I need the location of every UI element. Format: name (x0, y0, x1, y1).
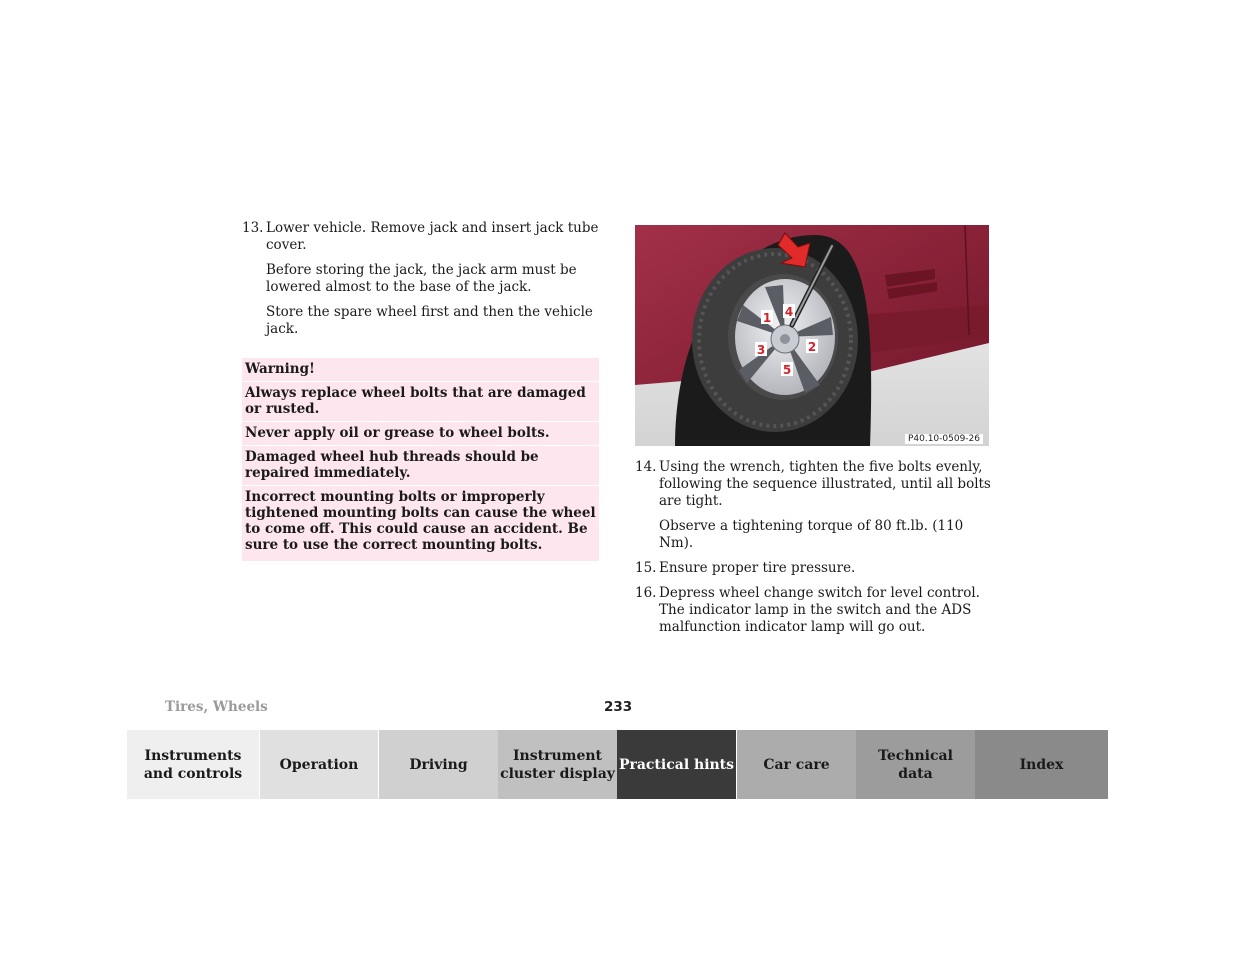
paragraph: Before storing the jack, the jack arm must be lowered almost to the base of the jack. (266, 262, 577, 295)
warning-box (242, 358, 599, 561)
tab-label: Driving (409, 756, 468, 773)
step-text: Using the wrench, tighten the five bolts evenly, following the sequence illustrated, until all bolts are tight. (659, 459, 991, 509)
wheel-drawing (635, 225, 989, 446)
tab-label: Instruments and controls (143, 747, 243, 782)
figure-code: P40.10-0509-26 (905, 434, 983, 444)
callout-1-label: 1 (762, 311, 772, 325)
tab-index[interactable] (975, 730, 1108, 799)
chapter-nav (127, 730, 1108, 799)
tab-driving[interactable] (378, 730, 498, 799)
tab-instrument-cluster-display[interactable] (498, 730, 617, 799)
paragraph: Observe a tightening torque of 80 ft.lb. (110 Nm). (659, 518, 964, 551)
tab-label: Index (1019, 756, 1064, 773)
tab-label: Instrument cluster display (500, 747, 615, 782)
warning-item: Never apply oil or grease to wheel bolts. (242, 422, 599, 446)
step-number: 13. (242, 220, 264, 236)
tab-label: Operation (279, 756, 359, 773)
step-number: 15. (635, 560, 657, 576)
step-14 (635, 459, 995, 510)
tab-practical-hints[interactable] (617, 730, 736, 799)
step-number: 16. (635, 585, 657, 601)
step-number: 14. (635, 459, 657, 475)
page-number: 233 (604, 699, 633, 715)
callout-3-label: 3 (756, 343, 766, 357)
step-13 (242, 220, 602, 254)
callout-5-label: 5 (782, 363, 792, 377)
paragraph: Store the spare wheel first and then the vehicle jack. (266, 304, 593, 337)
step-16 (635, 585, 995, 636)
warning-title: Warning! (242, 358, 599, 382)
callout-4-label: 4 (784, 305, 794, 319)
tab-car-care[interactable] (736, 730, 856, 799)
left-column (242, 220, 602, 561)
warning-item: Incorrect mounting bolts or improperly tightened mounting bolts can cause the wheel to come off. This could cause an accident. Be sure to use the correct mounting bolts. (245, 489, 596, 553)
warning-item: Always replace wheel bolts that are damaged or rusted. (242, 382, 599, 422)
step-text: Lower vehicle. Remove jack and insert jack tube cover. (266, 220, 599, 253)
section-title: Tires, Wheels (165, 699, 268, 715)
step-text: Ensure proper tire pressure. (659, 560, 856, 576)
tab-technical-data[interactable] (856, 730, 975, 799)
tab-operation[interactable] (259, 730, 378, 799)
step-text: Depress wheel change switch for level control. The indicator lamp in the switch and the ADS malfunction indicator lamp will go out. (659, 585, 980, 635)
right-column (635, 459, 995, 644)
tab-label: Practical hints (618, 756, 735, 773)
tab-instruments-and-controls[interactable] (127, 730, 259, 799)
step-15 (635, 560, 995, 577)
warning-item: Damaged wheel hub threads should be repaired immediately. (242, 446, 599, 486)
wheel-illustration (635, 225, 989, 446)
callout-2-label: 2 (807, 340, 817, 354)
tab-label: Car care (763, 756, 830, 773)
tab-label: Technical data (878, 747, 953, 782)
